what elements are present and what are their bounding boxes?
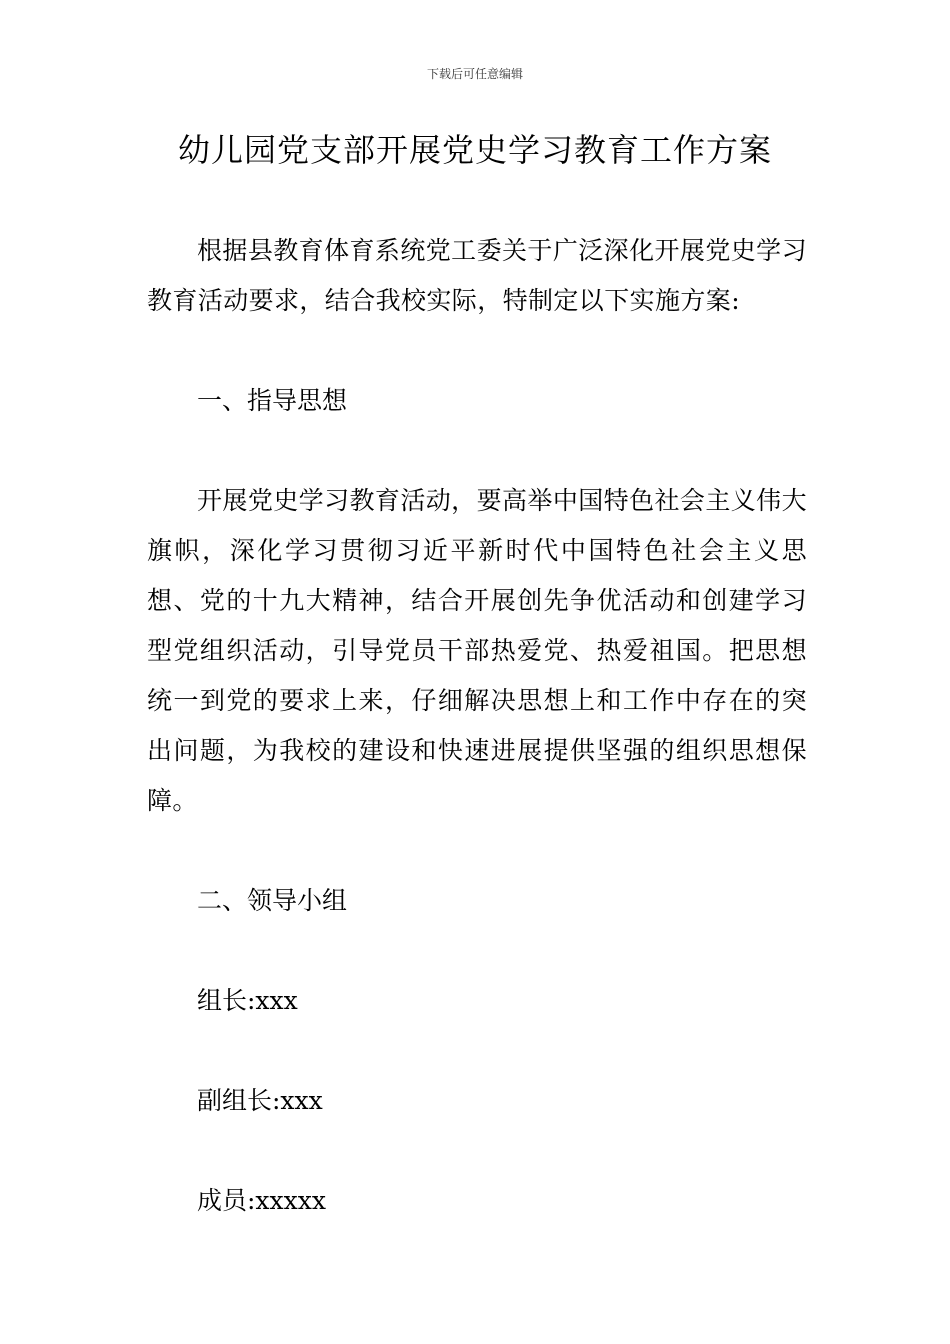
spacer <box>147 426 807 476</box>
guiding-ideology-paragraph: 开展党史学习教育活动，要高举中国特色社会主义伟大旗帜，深化学习贯彻习近平新时代中国特色社会主义思想、党的十九大精神，结合开展创先争优活动和创建学习型党组织活动，引导党员干部热爱党、热爱祖国。把思想统一到党的要求上来，仔细解决思想上和工作中存在的突出问题，为我校的建设和快速进展提供坚强的组织思想保障。 <box>147 486 807 815</box>
intro-paragraph: 根据县教育体育系统党工委关于广泛深化开展党史学习教育活动要求，结合我校实际，特制定以下实施方案: <box>147 236 807 315</box>
spacer <box>147 1026 807 1076</box>
header-note: 下载后可任意编辑 <box>426 67 523 81</box>
deputy-leader-line: 副组长:xxx <box>197 1086 323 1115</box>
spacer <box>147 926 807 976</box>
spacer <box>147 326 807 376</box>
members-line: 成员:xxxxx <box>197 1186 326 1215</box>
document-body <box>147 226 807 1226</box>
group-leader-line: 组长:xxx <box>197 986 298 1015</box>
spacer <box>147 1126 807 1176</box>
spacer <box>147 826 807 876</box>
section-heading-guiding-ideology: 一、指导思想 <box>197 386 348 415</box>
section-heading-leadership-group: 二、领导小组 <box>197 886 348 915</box>
document-title: 幼儿园党支部开展党史学习教育工作方案 <box>177 131 772 169</box>
